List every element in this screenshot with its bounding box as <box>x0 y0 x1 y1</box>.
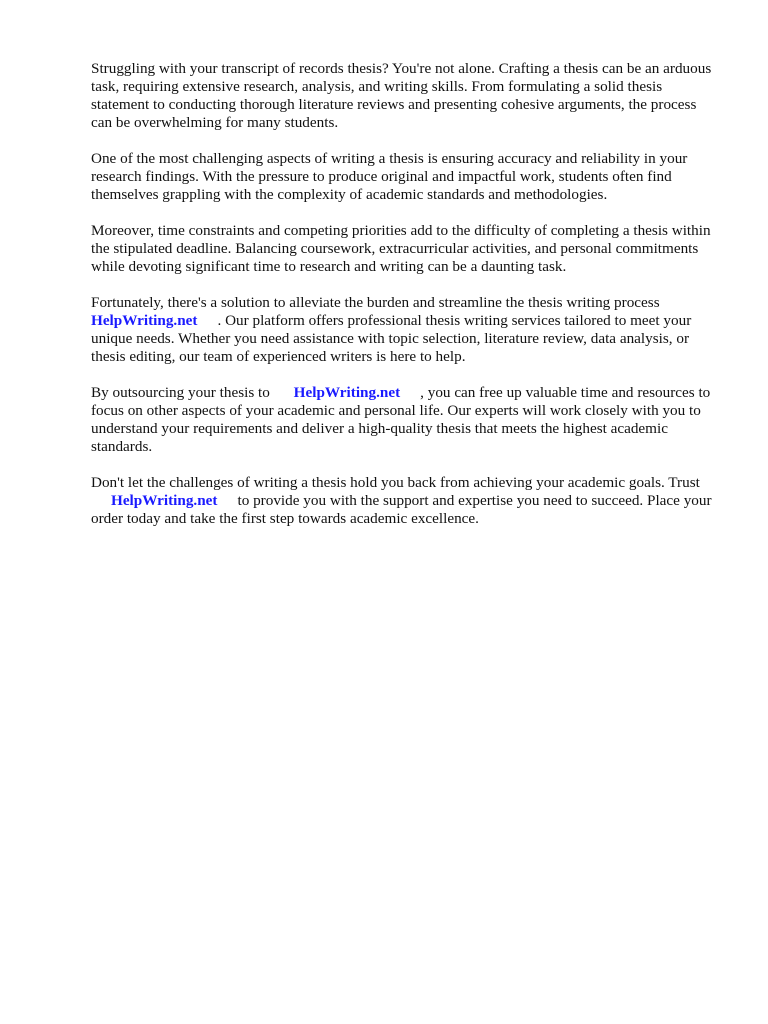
outsourcing-text-after: , you can free up valuable time and resources to focus on other aspects of your academic and personal life. Our experts will work closely with you to understand your requirements and deliver a high-quality thesis that meets the highest academic standards. <box>91 384 711 455</box>
cta-text-before: Don't let the challenges of writing a thesis hold you back from achieving your academic goals. Trust <box>91 474 700 491</box>
document-body <box>91 60 717 546</box>
paragraph-intro: Struggling with your transcript of records thesis? You're not alone. Crafting a thesis can be an arduous task, requiring extensive research, analysis, and writing skills. From formulating a solid thesis statement to conducting thorough literature reviews and presenting cohesive arguments, the process can be overwhelming for many students. <box>91 60 712 131</box>
helpwriting-link-3[interactable]: HelpWriting.net <box>111 492 218 509</box>
helpwriting-link-2[interactable]: HelpWriting.net <box>293 384 401 401</box>
solution-text-after: . Our platform offers professional thesis writing services tailored to meet your unique needs. Whether you need assistance with topic selection, literature review, data analysis, or thesis editing, our team of experienced writers is here to help. <box>91 312 692 365</box>
outsourcing-text-before: By outsourcing your thesis to <box>91 384 270 401</box>
helpwriting-link-1[interactable]: HelpWriting.net <box>91 312 198 329</box>
paragraph-time-constraints: Moreover, time constraints and competing priorities add to the difficulty of completing a thesis within the stipulated deadline. Balancing coursework, extracurricular activities, and personal commitments while devoting significant time to research and writing can be a daunting task. <box>91 222 711 275</box>
paragraph-solution <box>91 294 717 366</box>
cta-text-after: to provide you with the support and expertise you need to succeed. Place your order today and take the first step towards academic excellence. <box>91 492 712 527</box>
paragraph-call-to-action <box>91 474 717 528</box>
paragraph-outsourcing <box>91 384 717 456</box>
solution-text-before: Fortunately, there's a solution to alleviate the burden and streamline the thesis writing process <box>91 294 660 311</box>
paragraph-challenges: One of the most challenging aspects of writing a thesis is ensuring accuracy and reliability in your research findings. With the pressure to produce original and impactful work, students often find themselves grappling with the complexity of academic standards and methodologies. <box>91 150 688 203</box>
